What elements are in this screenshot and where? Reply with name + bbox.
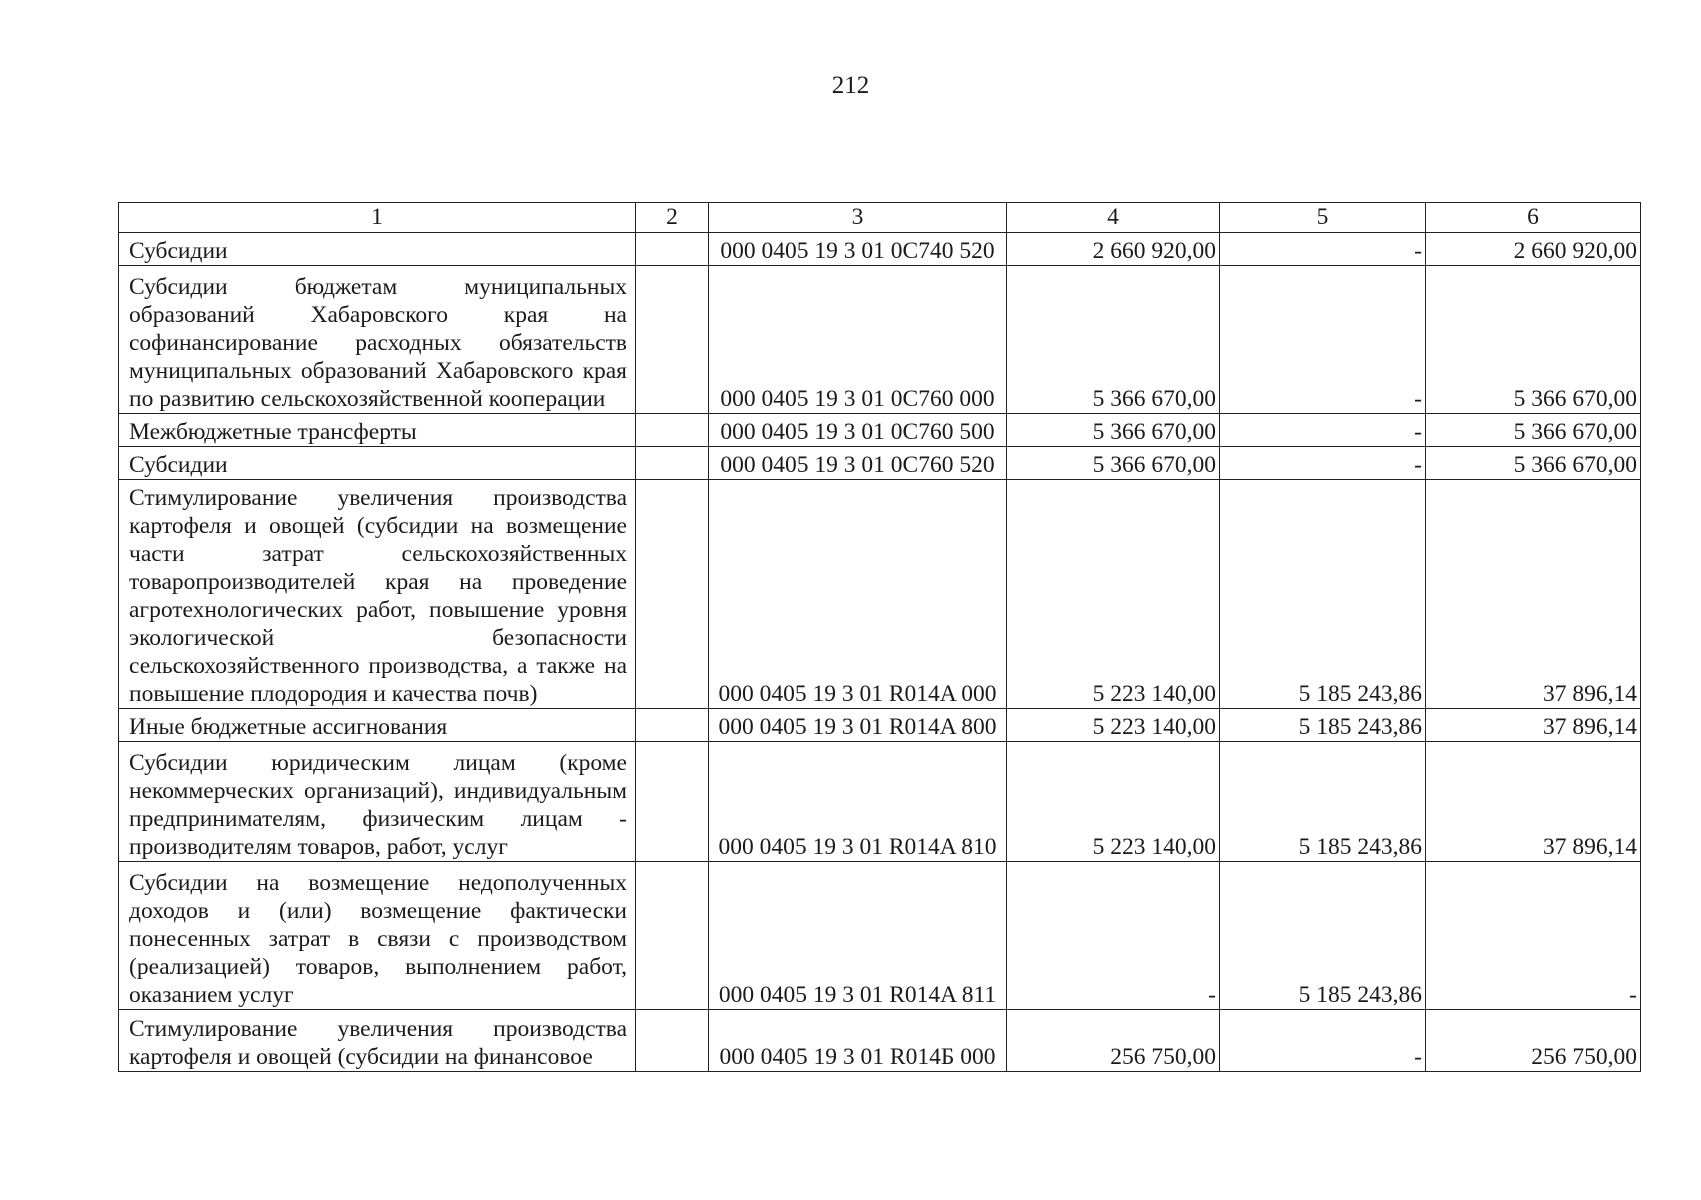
row-budget-code: 000 0405 19 3 01 R014A 811: [709, 862, 1007, 1010]
row-column-5-amount: -: [1220, 233, 1426, 266]
table-row: [119, 862, 1641, 1010]
row-column-4-amount: 2 660 920,00: [1007, 233, 1220, 266]
row-column-6-amount: 37 896,14: [1426, 709, 1641, 742]
row-description: Стимулирование увеличения производства картофеля и овощей (субсидии на возмещение части затрат сельскохозяйственных товаропроизводителей края на проведение агротехнологических работ, повышение уровня экологической безопасности сельскохозяйственного производства, а также на повышение плодородия и качества почв): [119, 480, 636, 709]
column-header: 2: [636, 203, 709, 233]
row-description: Субсидии: [119, 233, 636, 266]
row-column-6-amount: 5 366 670,00: [1426, 447, 1641, 480]
row-column-6-amount: 256 750,00: [1426, 1010, 1641, 1072]
row-budget-code: 000 0405 19 3 01 0C740 520: [709, 233, 1007, 266]
table-row: [119, 233, 1641, 266]
row-column-2: [636, 447, 709, 480]
column-header: 5: [1220, 203, 1426, 233]
column-header: 6: [1426, 203, 1641, 233]
table-header-row: [119, 203, 1641, 233]
row-column-6-amount: -: [1426, 862, 1641, 1010]
row-column-6-amount: 5 366 670,00: [1426, 414, 1641, 447]
row-column-4-amount: 5 366 670,00: [1007, 447, 1220, 480]
row-column-4-amount: -: [1007, 862, 1220, 1010]
row-budget-code: 000 0405 19 3 01 R014Б 000: [709, 1010, 1007, 1072]
row-budget-code: 000 0405 19 3 01 R014A 000: [709, 480, 1007, 709]
row-description: Межбюджетные трансферты: [119, 414, 636, 447]
row-column-5-amount: 5 185 243,86: [1220, 742, 1426, 862]
row-column-6-amount: 37 896,14: [1426, 742, 1641, 862]
row-budget-code: 000 0405 19 3 01 0C760 520: [709, 447, 1007, 480]
row-budget-code: 000 0405 19 3 01 R014A 800: [709, 709, 1007, 742]
row-column-6-amount: 37 896,14: [1426, 480, 1641, 709]
row-description: Субсидии юридическим лицам (кроме некоммерческих организаций), индивидуальным предпринимателям, физическим лицам - производителям товаров, работ, услуг: [119, 742, 636, 862]
column-header: 1: [119, 203, 636, 233]
table-row: [119, 414, 1641, 447]
table-row: [119, 1010, 1641, 1072]
table-row: [119, 709, 1641, 742]
row-column-4-amount: 5 366 670,00: [1007, 414, 1220, 447]
row-column-5-amount: -: [1220, 1010, 1426, 1072]
table-body: [119, 233, 1641, 1072]
row-column-2: [636, 414, 709, 447]
row-column-2: [636, 1010, 709, 1072]
row-column-5-amount: -: [1220, 414, 1426, 447]
table-row: [119, 447, 1641, 480]
page-number: 212: [831, 72, 870, 99]
row-budget-code: 000 0405 19 3 01 0C760 500: [709, 414, 1007, 447]
row-budget-code: 000 0405 19 3 01 0C760 000: [709, 266, 1007, 414]
row-column-2: [636, 709, 709, 742]
row-column-4-amount: 5 223 140,00: [1007, 709, 1220, 742]
row-column-6-amount: 5 366 670,00: [1426, 266, 1641, 414]
row-column-2: [636, 480, 709, 709]
row-column-4-amount: 5 223 140,00: [1007, 742, 1220, 862]
column-header: 3: [709, 203, 1007, 233]
row-column-4-amount: 5 223 140,00: [1007, 480, 1220, 709]
row-column-2: [636, 742, 709, 862]
row-column-4-amount: 256 750,00: [1007, 1010, 1220, 1072]
row-column-2: [636, 233, 709, 266]
row-description: Иные бюджетные ассигнования: [119, 709, 636, 742]
column-header: 4: [1007, 203, 1220, 233]
row-description: Субсидии: [119, 447, 636, 480]
row-column-6-amount: 2 660 920,00: [1426, 233, 1641, 266]
row-column-5-amount: 5 185 243,86: [1220, 709, 1426, 742]
row-budget-code: 000 0405 19 3 01 R014A 810: [709, 742, 1007, 862]
table-row: [119, 266, 1641, 414]
row-column-2: [636, 266, 709, 414]
row-description: Субсидии на возмещение недополученных доходов и (или) возмещение фактически понесенных затрат в связи с производством (реализацией) товаров, выполнением работ, оказанием услуг: [119, 862, 636, 1010]
budget-table: [118, 202, 1641, 1072]
row-column-2: [636, 862, 709, 1010]
row-description: Субсидии бюджетам муниципальных образований Хабаровского края на софинансирование расходных обязательств муниципальных образований Хабаровского края по развитию сельскохозяйственной кооперации: [119, 266, 636, 414]
row-column-5-amount: 5 185 243,86: [1220, 862, 1426, 1010]
row-column-5-amount: -: [1220, 266, 1426, 414]
table-row: [119, 480, 1641, 709]
row-column-5-amount: -: [1220, 447, 1426, 480]
row-description: Стимулирование увеличения производства картофеля и овощей (субсидии на финансовое: [119, 1010, 636, 1072]
row-column-4-amount: 5 366 670,00: [1007, 266, 1220, 414]
row-column-5-amount: 5 185 243,86: [1220, 480, 1426, 709]
table-row: [119, 742, 1641, 862]
